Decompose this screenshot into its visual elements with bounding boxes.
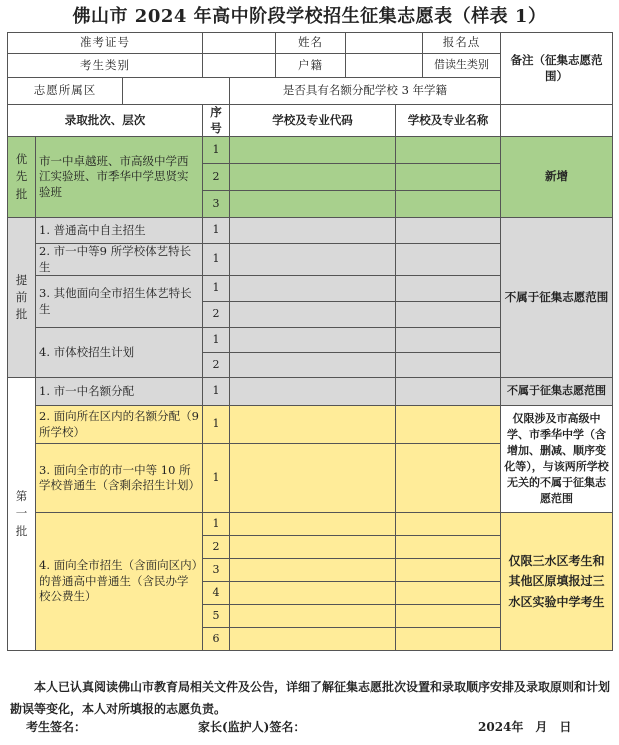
seq-cell: 2 bbox=[203, 353, 230, 378]
seq-cell: 2 bbox=[203, 164, 230, 191]
code-input[interactable] bbox=[230, 137, 396, 164]
batch-header: 录取批次、层次 bbox=[8, 105, 203, 137]
school-input[interactable] bbox=[396, 582, 501, 605]
code-header: 学校及专业代码 bbox=[230, 105, 396, 137]
school-input[interactable] bbox=[396, 378, 501, 406]
level-t3: 3. 其他面向全市招生体艺特长生 bbox=[36, 276, 203, 328]
seq-cell: 1 bbox=[203, 328, 230, 353]
remark-header: 备注（征集志愿范围） bbox=[501, 33, 613, 105]
seq-cell: 1 bbox=[203, 513, 230, 536]
remark-only-2: 仅限三水区考生和其他区原填报过三水区实验中学考生 bbox=[501, 513, 613, 651]
school-input[interactable] bbox=[396, 328, 501, 353]
remark-not-in-2: 不属于征集志愿范围 bbox=[501, 378, 613, 406]
name-field[interactable] bbox=[346, 33, 423, 54]
school-header: 学校及专业名称 bbox=[396, 105, 501, 137]
school-input[interactable] bbox=[396, 536, 501, 559]
seq-cell: 1 bbox=[203, 444, 230, 513]
school-input[interactable] bbox=[396, 513, 501, 536]
district-field[interactable] bbox=[123, 78, 230, 105]
code-input[interactable] bbox=[230, 628, 396, 651]
school-input[interactable] bbox=[396, 406, 501, 444]
student-signature-label: 考生签名： bbox=[26, 720, 87, 734]
footer-statement: 本人已认真阅读佛山市教育局相关文件及公告，详细了解征集志愿批次设置和录取顺序安排及录取原则和计划勘误等变化，本人对所填报的志愿负责。 bbox=[10, 680, 611, 716]
remark-only-1: 仅限涉及市高级中学、市季华中学（含增加、删减、顺序变化等），与该两所学校无关的不属于征集志愿范围 bbox=[501, 406, 613, 513]
school-input[interactable] bbox=[396, 218, 501, 244]
hukou-field[interactable] bbox=[346, 54, 423, 78]
seq-header: 序号 bbox=[203, 105, 230, 137]
code-input[interactable] bbox=[230, 191, 396, 218]
code-input[interactable] bbox=[230, 513, 396, 536]
exam-no-label: 准考证号 bbox=[8, 33, 203, 54]
seq-cell: 3 bbox=[203, 191, 230, 218]
seq-cell: 1 bbox=[203, 218, 230, 244]
quota-question-label: 是否具有名额分配学校 3 年学籍 bbox=[230, 78, 501, 105]
batch-diyi: 第 一 批 bbox=[8, 378, 36, 651]
code-input[interactable] bbox=[230, 378, 396, 406]
code-input[interactable] bbox=[230, 582, 396, 605]
seq-cell: 5 bbox=[203, 605, 230, 628]
date-label: 2024年 月 日 bbox=[478, 720, 572, 734]
batch-tiqian: 提 前 批 bbox=[8, 218, 36, 378]
hukou-label: 户籍 bbox=[276, 54, 346, 78]
code-input[interactable] bbox=[230, 536, 396, 559]
school-input[interactable] bbox=[396, 164, 501, 191]
school-input[interactable] bbox=[396, 244, 501, 276]
page-title: 佛山市 2024 年高中阶段学校招生征集志愿表（样表 1） bbox=[72, 6, 547, 27]
seq-cell: 6 bbox=[203, 628, 230, 651]
level-t1: 1. 普通高中自主招生 bbox=[36, 218, 203, 244]
level-d1: 1. 市一中名额分配 bbox=[36, 378, 203, 406]
code-input[interactable] bbox=[230, 302, 396, 328]
code-input[interactable] bbox=[230, 353, 396, 378]
parent-signature-label: 家长(监护人)签名： bbox=[198, 720, 306, 734]
batch-youxian: 优 先 批 bbox=[8, 137, 36, 218]
level-d4: 4. 面向全市招生（含面向区内）的普通高中普通生（含民办学校公费生） bbox=[36, 513, 203, 651]
seq-cell: 2 bbox=[203, 536, 230, 559]
remark-not-in: 不属于征集志愿范围 bbox=[501, 218, 613, 378]
remark-new: 新增 bbox=[501, 137, 613, 218]
level-d3: 3. 面向全市的市一中等 10 所学校普通生（含剩余招生计划） bbox=[36, 444, 203, 513]
application-form-table bbox=[7, 32, 613, 651]
code-input[interactable] bbox=[230, 559, 396, 582]
school-input[interactable] bbox=[396, 137, 501, 164]
seq-cell: 1 bbox=[203, 406, 230, 444]
code-input[interactable] bbox=[230, 276, 396, 302]
footer-statement-block bbox=[10, 676, 610, 720]
seq-cell: 3 bbox=[203, 559, 230, 582]
category-field[interactable] bbox=[203, 54, 276, 78]
school-input[interactable] bbox=[396, 353, 501, 378]
school-input[interactable] bbox=[396, 628, 501, 651]
code-input[interactable] bbox=[230, 328, 396, 353]
seq-cell: 2 bbox=[203, 302, 230, 328]
seq-cell: 1 bbox=[203, 137, 230, 164]
school-input[interactable] bbox=[396, 605, 501, 628]
borrow-category-label: 借读生类别 bbox=[423, 54, 501, 78]
code-input[interactable] bbox=[230, 244, 396, 276]
level-t4: 4. 市体校招生计划 bbox=[36, 328, 203, 378]
reg-point-label: 报名点 bbox=[423, 33, 501, 54]
code-input[interactable] bbox=[230, 218, 396, 244]
code-input[interactable] bbox=[230, 444, 396, 513]
seq-cell: 1 bbox=[203, 276, 230, 302]
level-y1: 市一中卓越班、市高级中学西江实验班、市季华中学思贤实验班 bbox=[36, 137, 203, 218]
code-input[interactable] bbox=[230, 406, 396, 444]
remark-header-blank bbox=[501, 105, 613, 137]
category-label: 考生类别 bbox=[8, 54, 203, 78]
school-input[interactable] bbox=[396, 302, 501, 328]
exam-no-field[interactable] bbox=[203, 33, 276, 54]
school-input[interactable] bbox=[396, 444, 501, 513]
code-input[interactable] bbox=[230, 605, 396, 628]
seq-cell: 1 bbox=[203, 378, 230, 406]
school-input[interactable] bbox=[396, 191, 501, 218]
name-label: 姓名 bbox=[276, 33, 346, 54]
seq-cell: 4 bbox=[203, 582, 230, 605]
level-d2: 2. 面向所在区内的名额分配（9 所学校） bbox=[36, 406, 203, 444]
school-input[interactable] bbox=[396, 276, 501, 302]
code-input[interactable] bbox=[230, 164, 396, 191]
seq-cell: 1 bbox=[203, 244, 230, 276]
district-label: 志愿所属区 bbox=[8, 78, 123, 105]
school-input[interactable] bbox=[396, 559, 501, 582]
level-t2: 2. 市一中等9 所学校体艺特长生 bbox=[36, 244, 203, 276]
